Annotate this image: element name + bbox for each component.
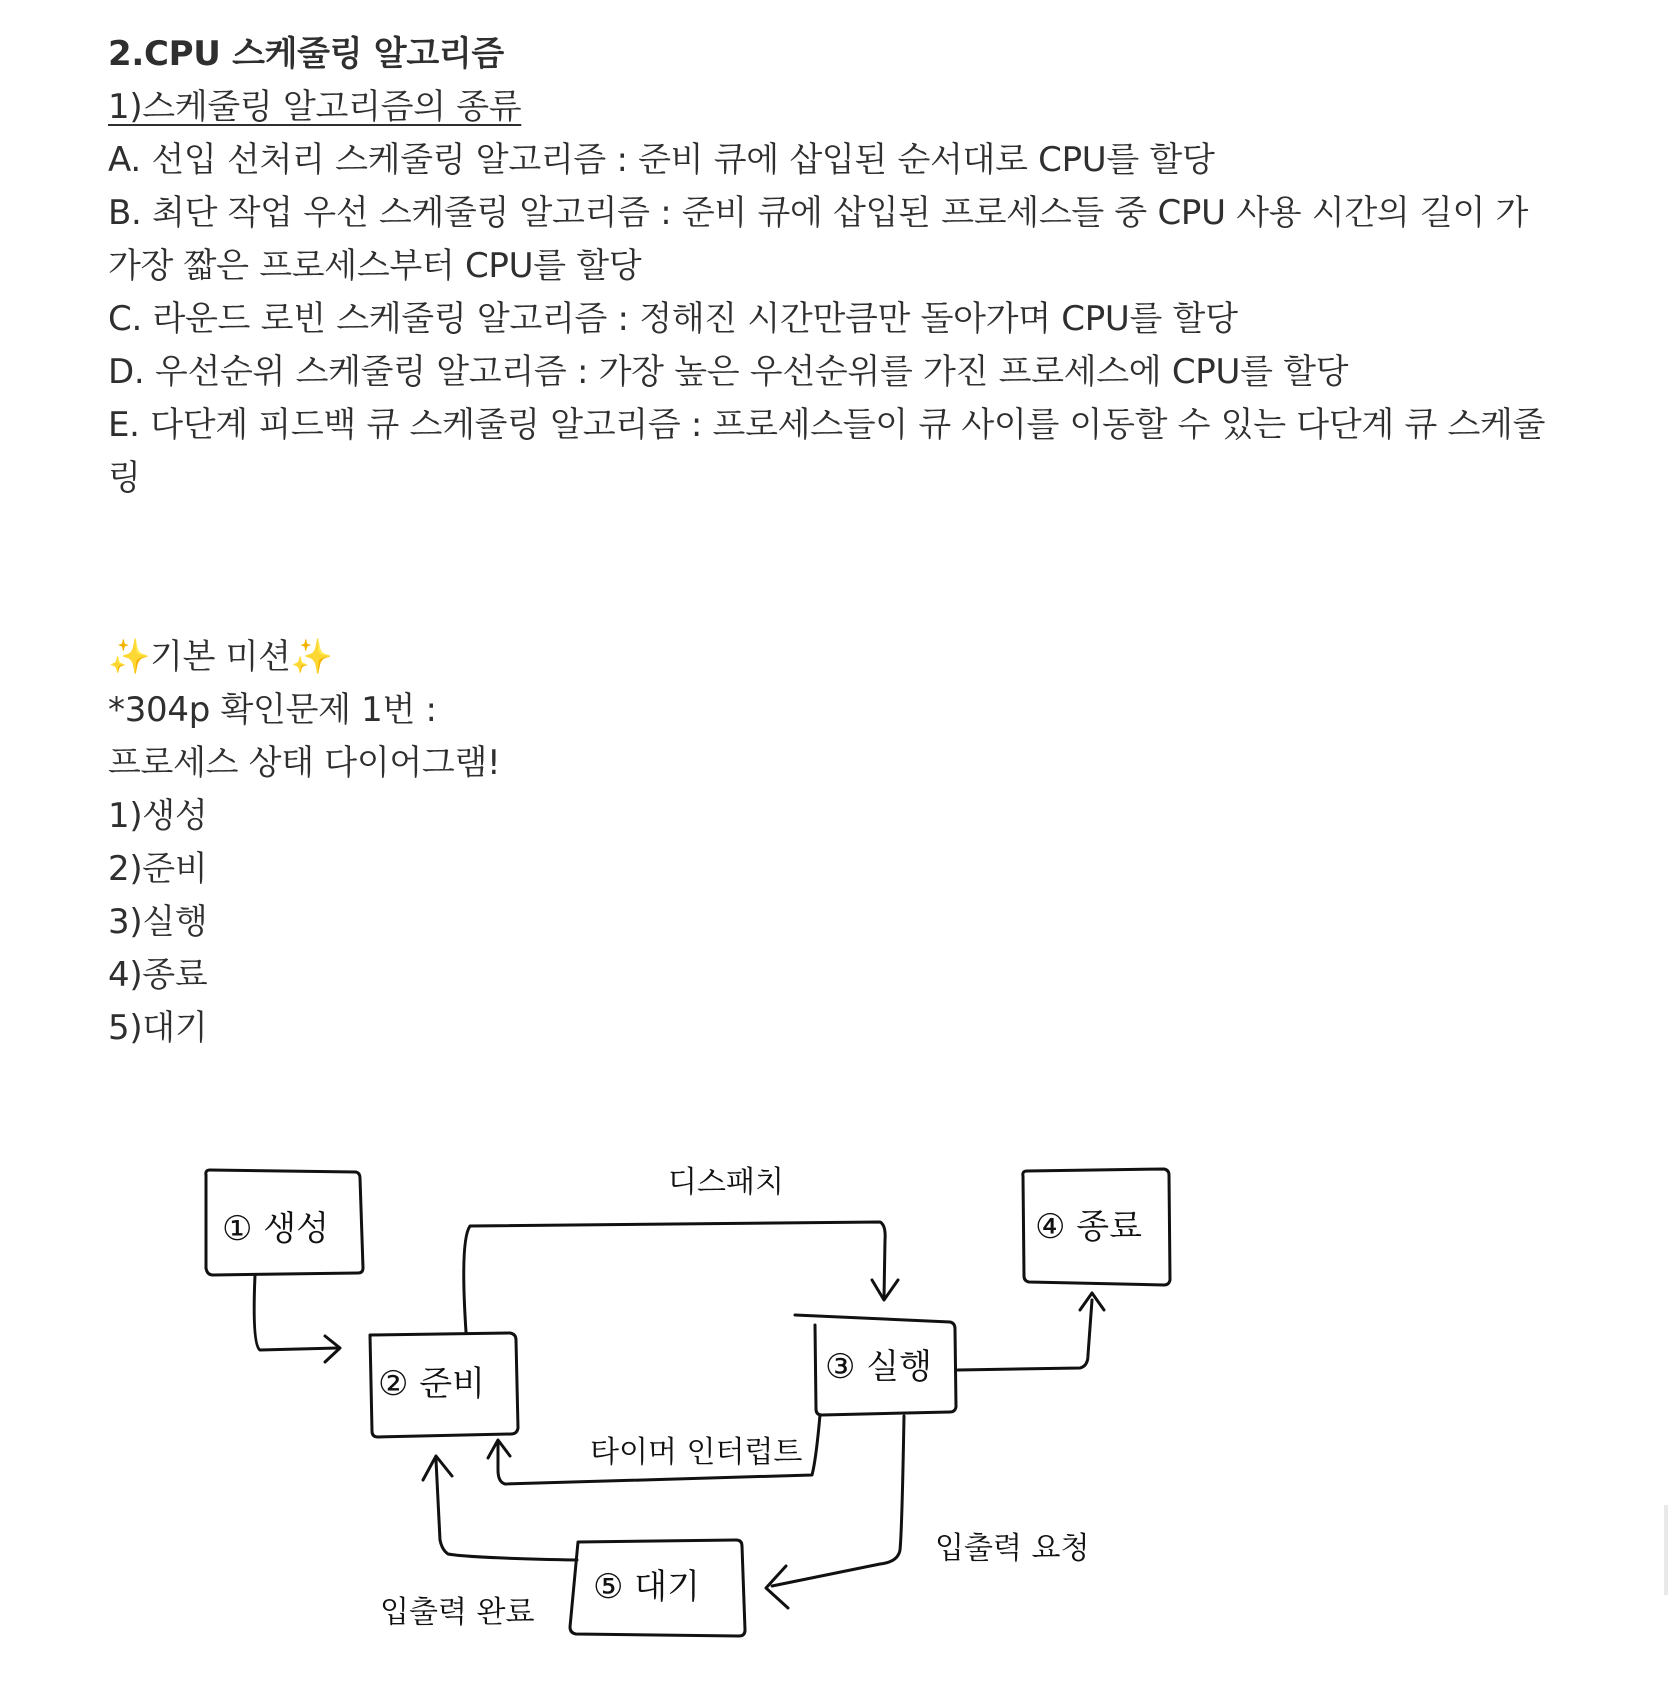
subtitle-text: 1)스케줄링 알고리즘의 종류 — [108, 87, 522, 127]
arrow-exit — [958, 1300, 1092, 1370]
scrollbar-edge[interactable] — [1664, 1505, 1668, 1595]
section-title: 2.CPU 스케줄링 알고리즘 — [108, 34, 504, 74]
section-subtitle — [108, 81, 1558, 134]
list-item: E. 다단계 피드백 큐 스케줄링 알고리즘 : 프로세스들이 큐 사이를 이동할 수 있는 다단계 큐 스케줄링 — [108, 405, 1546, 498]
transition-label-timer-interrupt: 타이머 인터럽트 — [590, 1435, 803, 1470]
spacer — [108, 505, 1558, 631]
state-label-ready: ② 준비 — [378, 1364, 485, 1404]
sparkle-icon: ✨ — [290, 637, 333, 677]
mission-heading — [108, 631, 1558, 684]
arrow-io-complete — [436, 1460, 577, 1560]
state-label-waiting: ⑤ 대기 — [593, 1567, 700, 1607]
list-item: A. 선입 선처리 스케줄링 알고리즘 : 준비 큐에 삽입된 순서대로 CPU를 할당 — [108, 140, 1215, 180]
mission-title: 기본 미션 — [150, 637, 291, 677]
state-label-new: ① 생성 — [222, 1209, 329, 1249]
transition-label-io-complete: 입출력 완료 — [380, 1595, 535, 1630]
transition-label-io-request: 입출력 요청 — [935, 1531, 1090, 1566]
transition-label-dispatch: 디스패치 — [668, 1165, 784, 1200]
arrow-new-to-ready — [254, 1275, 338, 1350]
list-item: B. 최단 작업 우선 스케줄링 알고리즘 : 준비 큐에 삽입된 프로세스들 중 CPU 사용 시간의 길이 가 가장 짧은 프로세스부터 CPU를 할당 — [108, 193, 1529, 286]
list-item: C. 라운드 로빈 스케줄링 알고리즘 : 정해진 시간만큼만 돌아가며 CPU를 할당 — [108, 299, 1238, 339]
state-list-item: 5)대기 — [108, 1008, 208, 1048]
state-list-item: 1)생성 — [108, 796, 208, 836]
state-list-item: 4)종료 — [108, 955, 208, 995]
list-item: D. 우선순위 스케줄링 알고리즘 : 가장 높은 우선순위를 가진 프로세스에 CPU를 할당 — [108, 352, 1349, 392]
sparkle-icon: ✨ — [108, 637, 151, 677]
mission-prompt: 프로세스 상태 다이어그램! — [108, 743, 501, 783]
state-list-item: 2)준비 — [108, 849, 208, 889]
mission-question: *304p 확인문제 1번 : — [108, 690, 437, 730]
process-state-diagram — [0, 1130, 1668, 1689]
state-label-running: ③ 실행 — [825, 1347, 932, 1387]
state-list-item: 3)실행 — [108, 902, 208, 942]
document-body — [108, 28, 1558, 1055]
state-label-terminated: ④ 종료 — [1035, 1207, 1142, 1247]
